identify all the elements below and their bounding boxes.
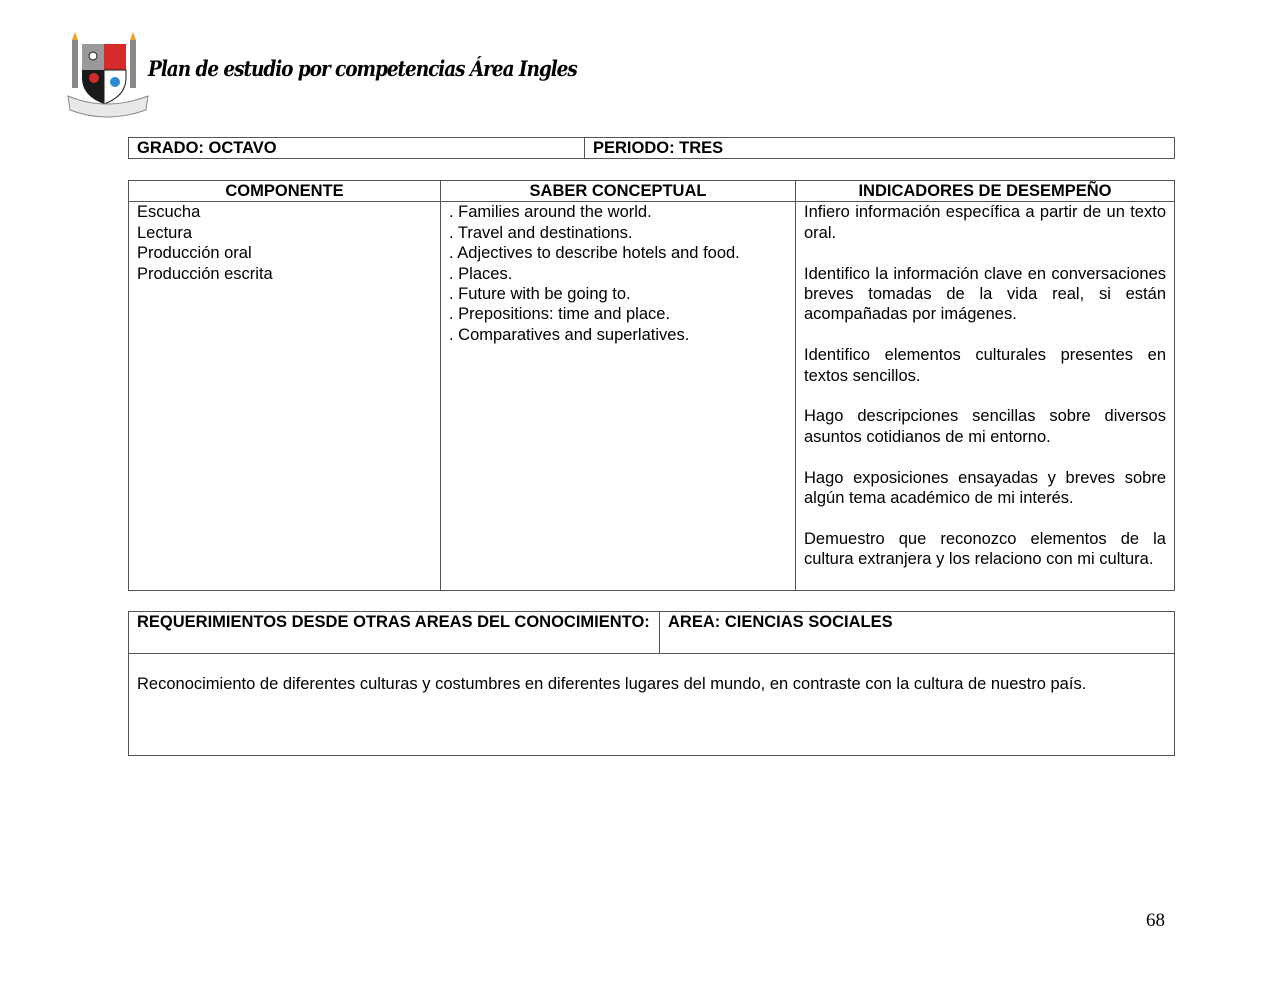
header-saber-conceptual: SABER CONCEPTUAL: [441, 181, 796, 202]
indicador-item: Infiero información específica a partir de un texto oral.: [804, 203, 1166, 242]
saber-item: . Comparatives and superlatives.: [449, 325, 690, 344]
period-cell: PERIODO: TRES: [585, 138, 1175, 159]
saber-item: . Families around the world.: [449, 203, 652, 222]
indicador-item: Hago descripciones sencillas sobre diversos asuntos cotidianos de mi entorno.: [804, 407, 1166, 446]
area-header: AREA: CIENCIAS SOCIALES: [660, 612, 1175, 654]
school-crest-icon: [66, 30, 150, 120]
saber-item: . Places.: [449, 264, 513, 283]
page-number: 68: [1146, 910, 1165, 931]
indicadores-cell: [796, 202, 1175, 591]
componente-item: Producción escrita: [137, 264, 273, 283]
indicador-item: Hago exposiciones ensayadas y breves sobre algún tema académico de mi interés.: [804, 468, 1166, 508]
requirements-body: Reconocimiento de diferentes culturas y costumbres en diferentes lugares del mundo, en contraste con la cultura de nuestro país.: [129, 654, 1175, 756]
requirements-header: REQUERIMIENTOS DESDE OTRAS AREAS DEL CONOCIMIENTO:: [129, 612, 660, 654]
componentes-cell: [129, 202, 441, 591]
indicador-item: Demuestro que reconozco elementos de la cultura extranjera y los relaciono con mi cultura.: [804, 529, 1166, 569]
componente-item: Lectura: [137, 223, 193, 242]
document-title: Plan de estudio por competencias Área Ingles: [148, 56, 577, 81]
saber-item: . Prepositions: time and place.: [449, 305, 671, 324]
componente-item: Producción oral: [137, 244, 252, 263]
saber-item: . Future with be going to.: [449, 285, 631, 304]
header-indicadores: INDICADORES DE DESEMPEÑO: [796, 181, 1175, 202]
grade-period-table: [128, 137, 1175, 159]
indicador-item: Identifico elementos culturales presentes en textos sencillos.: [804, 346, 1166, 385]
header-componente: COMPONENTE: [129, 181, 441, 202]
saberes-cell: [441, 202, 796, 591]
competencies-table: [128, 180, 1175, 591]
grade-cell: GRADO: OCTAVO: [129, 138, 585, 159]
requirements-table: [128, 611, 1175, 756]
saber-item: . Travel and destinations.: [449, 223, 633, 242]
componente-item: Escucha: [137, 203, 201, 222]
saber-item: . Adjectives to describe hotels and food.: [449, 244, 740, 263]
indicador-item: Identifico la información clave en conversaciones breves tomadas de la vida real, si están acompañadas por imágenes.: [804, 264, 1166, 324]
